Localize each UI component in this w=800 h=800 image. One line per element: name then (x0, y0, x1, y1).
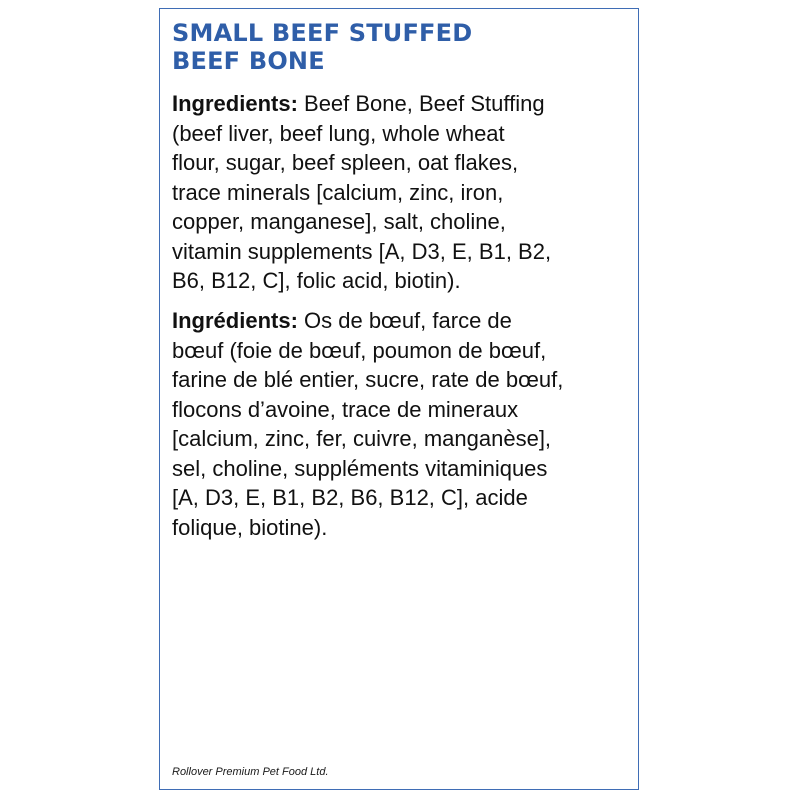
ingredients-english-line-4: trace minerals [calcium, zinc, iron, (172, 179, 504, 205)
ingredients-english-line-7: B6, B12, C], folic acid, biotin). (172, 268, 461, 293)
ingredients-english-line-5: copper, manganese], salt, choline, (172, 209, 506, 234)
ingredient-label-card (159, 8, 639, 790)
ingredients-french-line-7: [A, D3, E, B1, B2, B6, B12, C], acide (172, 485, 528, 510)
ingredients-english-line-1 (172, 89, 634, 119)
ingredients-english-line-3: flour, sugar, beef spleen, oat flakes, (172, 150, 519, 175)
manufacturer-footer: Rollover Premium Pet Food Ltd. (172, 766, 329, 778)
product-title-line-2: BEEF BONE (172, 47, 325, 75)
ingredients-french-line-8: folique, biotine). (172, 514, 328, 540)
ingredients-french-line-3: farine de blé entier, sucre, rate de bœuf, (172, 367, 564, 392)
ingredients-english-line-6: vitamin supplements [A, D3, E, B1, B2, (172, 238, 552, 264)
ingredients-french-line-6: sel, choline, suppléments vitaminiques (172, 455, 548, 481)
ingredients-english-text: Beef Bone, Beef Stuffing (297, 91, 545, 116)
ingredients-french-line-1 (172, 306, 634, 336)
ingredients-english (172, 89, 634, 296)
product-title-line-1: SMALL BEEF STUFFED (172, 19, 473, 47)
ingredients-french-line-5: [calcium, zinc, fer, cuivre, manganèse], (172, 426, 552, 451)
ingredients-french (172, 306, 634, 542)
ingredients-french-key: Ingrédients: (172, 308, 298, 333)
ingredients-french-line-4: flocons d’avoine, trace de mineraux (172, 396, 519, 422)
ingredients-french-line-2: bœuf (foie de bœuf, poumon de bœuf, (172, 337, 547, 363)
ingredients-english-line-2: (beef liver, beef lung, whole wheat (172, 120, 505, 146)
ingredients-english-key: Ingredients: (172, 91, 298, 116)
product-title (172, 19, 472, 75)
ingredients-french-text: Os de bœuf, farce de (297, 308, 512, 333)
